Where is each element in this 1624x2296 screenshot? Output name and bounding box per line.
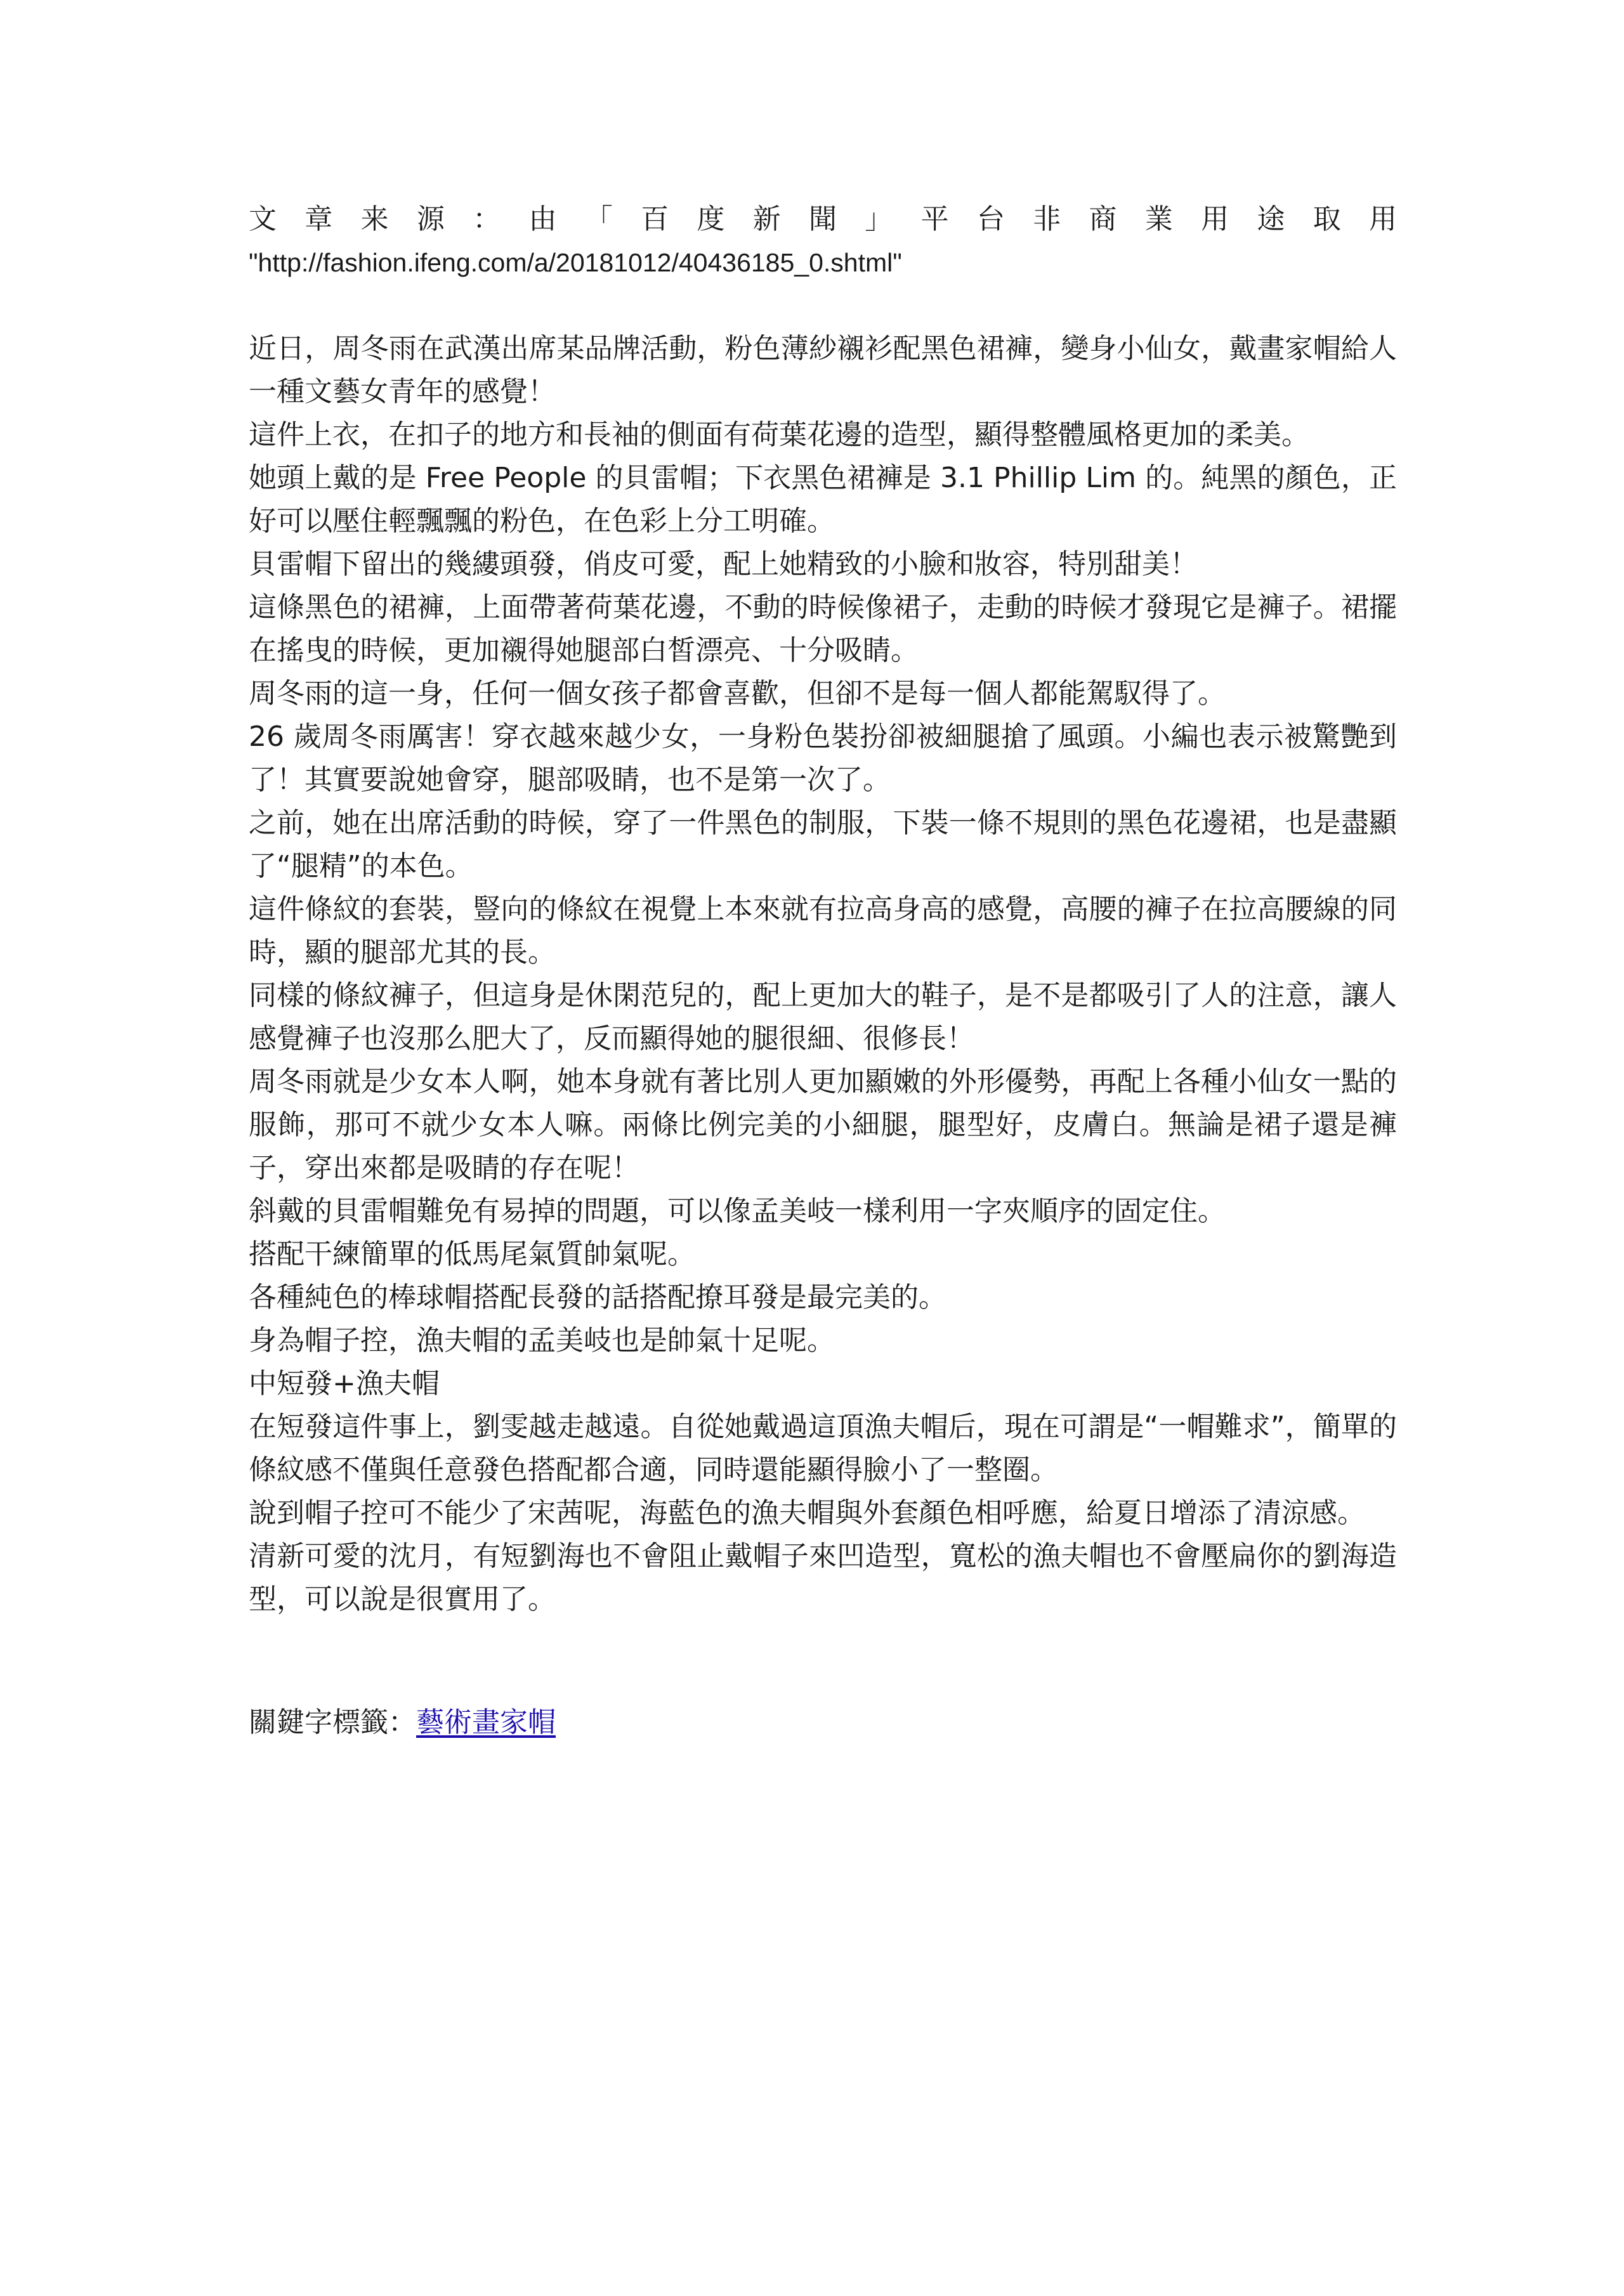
paragraph: 斜戴的貝雷帽難免有易掉的問題，可以像孟美岐一樣利用一字夾順序的固定住。 bbox=[249, 1195, 1226, 1227]
paragraph: 之前，她在出席活動的時候，穿了一件黑色的制服，下裝一條不規則的黑色花邊裙，也是盡顯了“腿精”的本色。 bbox=[249, 807, 1397, 882]
keyword-label: 關鍵字標籤： bbox=[249, 1706, 416, 1738]
paragraph: 各種純色的棒球帽搭配長發的話搭配撩耳發是最完美的。 bbox=[249, 1281, 946, 1314]
paragraph-subheading: 中短發+漁夫帽 bbox=[249, 1367, 440, 1400]
keyword-link[interactable]: 藝術畫家帽 bbox=[416, 1706, 556, 1738]
paragraph: 26 歲周冬雨厲害！穿衣越來越少女，一身粉色裝扮卻被細腿搶了風頭。小編也表示被驚艷到了！其實要說她會穿，腿部吸睛，也不是第一次了。 bbox=[249, 721, 1397, 796]
paragraph: 近日，周冬雨在武漢出席某品牌活動，粉色薄紗襯衫配黑色裙褲，變身小仙女，戴畫家帽給人一種文藝女青年的感覺！ bbox=[249, 332, 1397, 408]
article-body bbox=[249, 198, 1397, 1621]
paragraph: 清新可愛的沈月，有短劉海也不會阻止戴帽子來凹造型，寬松的漁夫帽也不會壓扁你的劉海造型，可以說是很實用了。 bbox=[249, 1540, 1397, 1615]
paragraph: 周冬雨就是少女本人啊，她本身就有著比別人更加顯嫩的外形優勢，再配上各種小仙女一點的服飾，那可不就少女本人嘛。兩條比例完美的小細腿，腿型好，皮膚白。無論是裙子還是褲子，穿出來都是吸睛的存在呢！ bbox=[249, 1066, 1397, 1184]
paragraph: 這件上衣，在扣子的地方和長袖的側面有荷葉花邊的造型，顯得整體風格更加的柔美。 bbox=[249, 419, 1309, 451]
source-url: "http://fashion.ifeng.com/a/20181012/40436185_0.shtml" bbox=[249, 248, 902, 277]
paragraph: 在短發這件事上，劉雯越走越遠。自從她戴過這頂漁夫帽后，現在可謂是“一帽難求”，簡單的條紋感不僅與任意發色搭配都合適，同時還能顯得臉小了一整圈。 bbox=[249, 1411, 1397, 1486]
paragraph: 周冬雨的這一身，任何一個女孩子都會喜歡，但卻不是每一個人都能駕馭得了。 bbox=[249, 677, 1226, 710]
keyword-tags bbox=[249, 1701, 556, 1744]
paragraph: 同樣的條紋褲子，但這身是休閑范兒的，配上更加大的鞋子，是不是都吸引了人的注意，讓人感覺褲子也沒那么肥大了，反而顯得她的腿很細、很修長！ bbox=[249, 979, 1397, 1055]
source-attribution: 文 章 来 源 ： 由 「 百 度 新 聞 」 平 台 非 商 業 用 途 取 用 bbox=[249, 203, 1397, 235]
paragraph: 搭配干練簡單的低馬尾氣質帥氣呢。 bbox=[249, 1238, 695, 1270]
paragraph: 這件條紋的套裝，豎向的條紋在視覺上本來就有拉高身高的感覺，高腰的褲子在拉高腰線的同時，顯的腿部尤其的長。 bbox=[249, 893, 1397, 969]
paragraph: 貝雷帽下留出的幾縷頭發，俏皮可愛，配上她精致的小臉和妝容，特別甜美！ bbox=[249, 548, 1198, 580]
paragraph: 身為帽子控，漁夫帽的孟美岐也是帥氣十足呢。 bbox=[249, 1324, 835, 1357]
paragraph: 說到帽子控可不能少了宋茜呢，海藍色的漁夫帽與外套顏色相呼應，給夏日增添了清涼感。 bbox=[249, 1497, 1365, 1529]
paragraph: 她頭上戴的是 Free People 的貝雷帽；下衣黑色裙褲是 3.1 Phillip Lim 的。純黑的顏色，正好可以壓住輕飄飄的粉色，在色彩上分工明確。 bbox=[249, 462, 1397, 537]
paragraph: 這條黑色的裙褲，上面帶著荷葉花邊，不動的時候像裙子，走動的時候才發現它是褲子。裙擺在搖曳的時候，更加襯得她腿部白皙漂亮、十分吸睛。 bbox=[249, 591, 1397, 667]
